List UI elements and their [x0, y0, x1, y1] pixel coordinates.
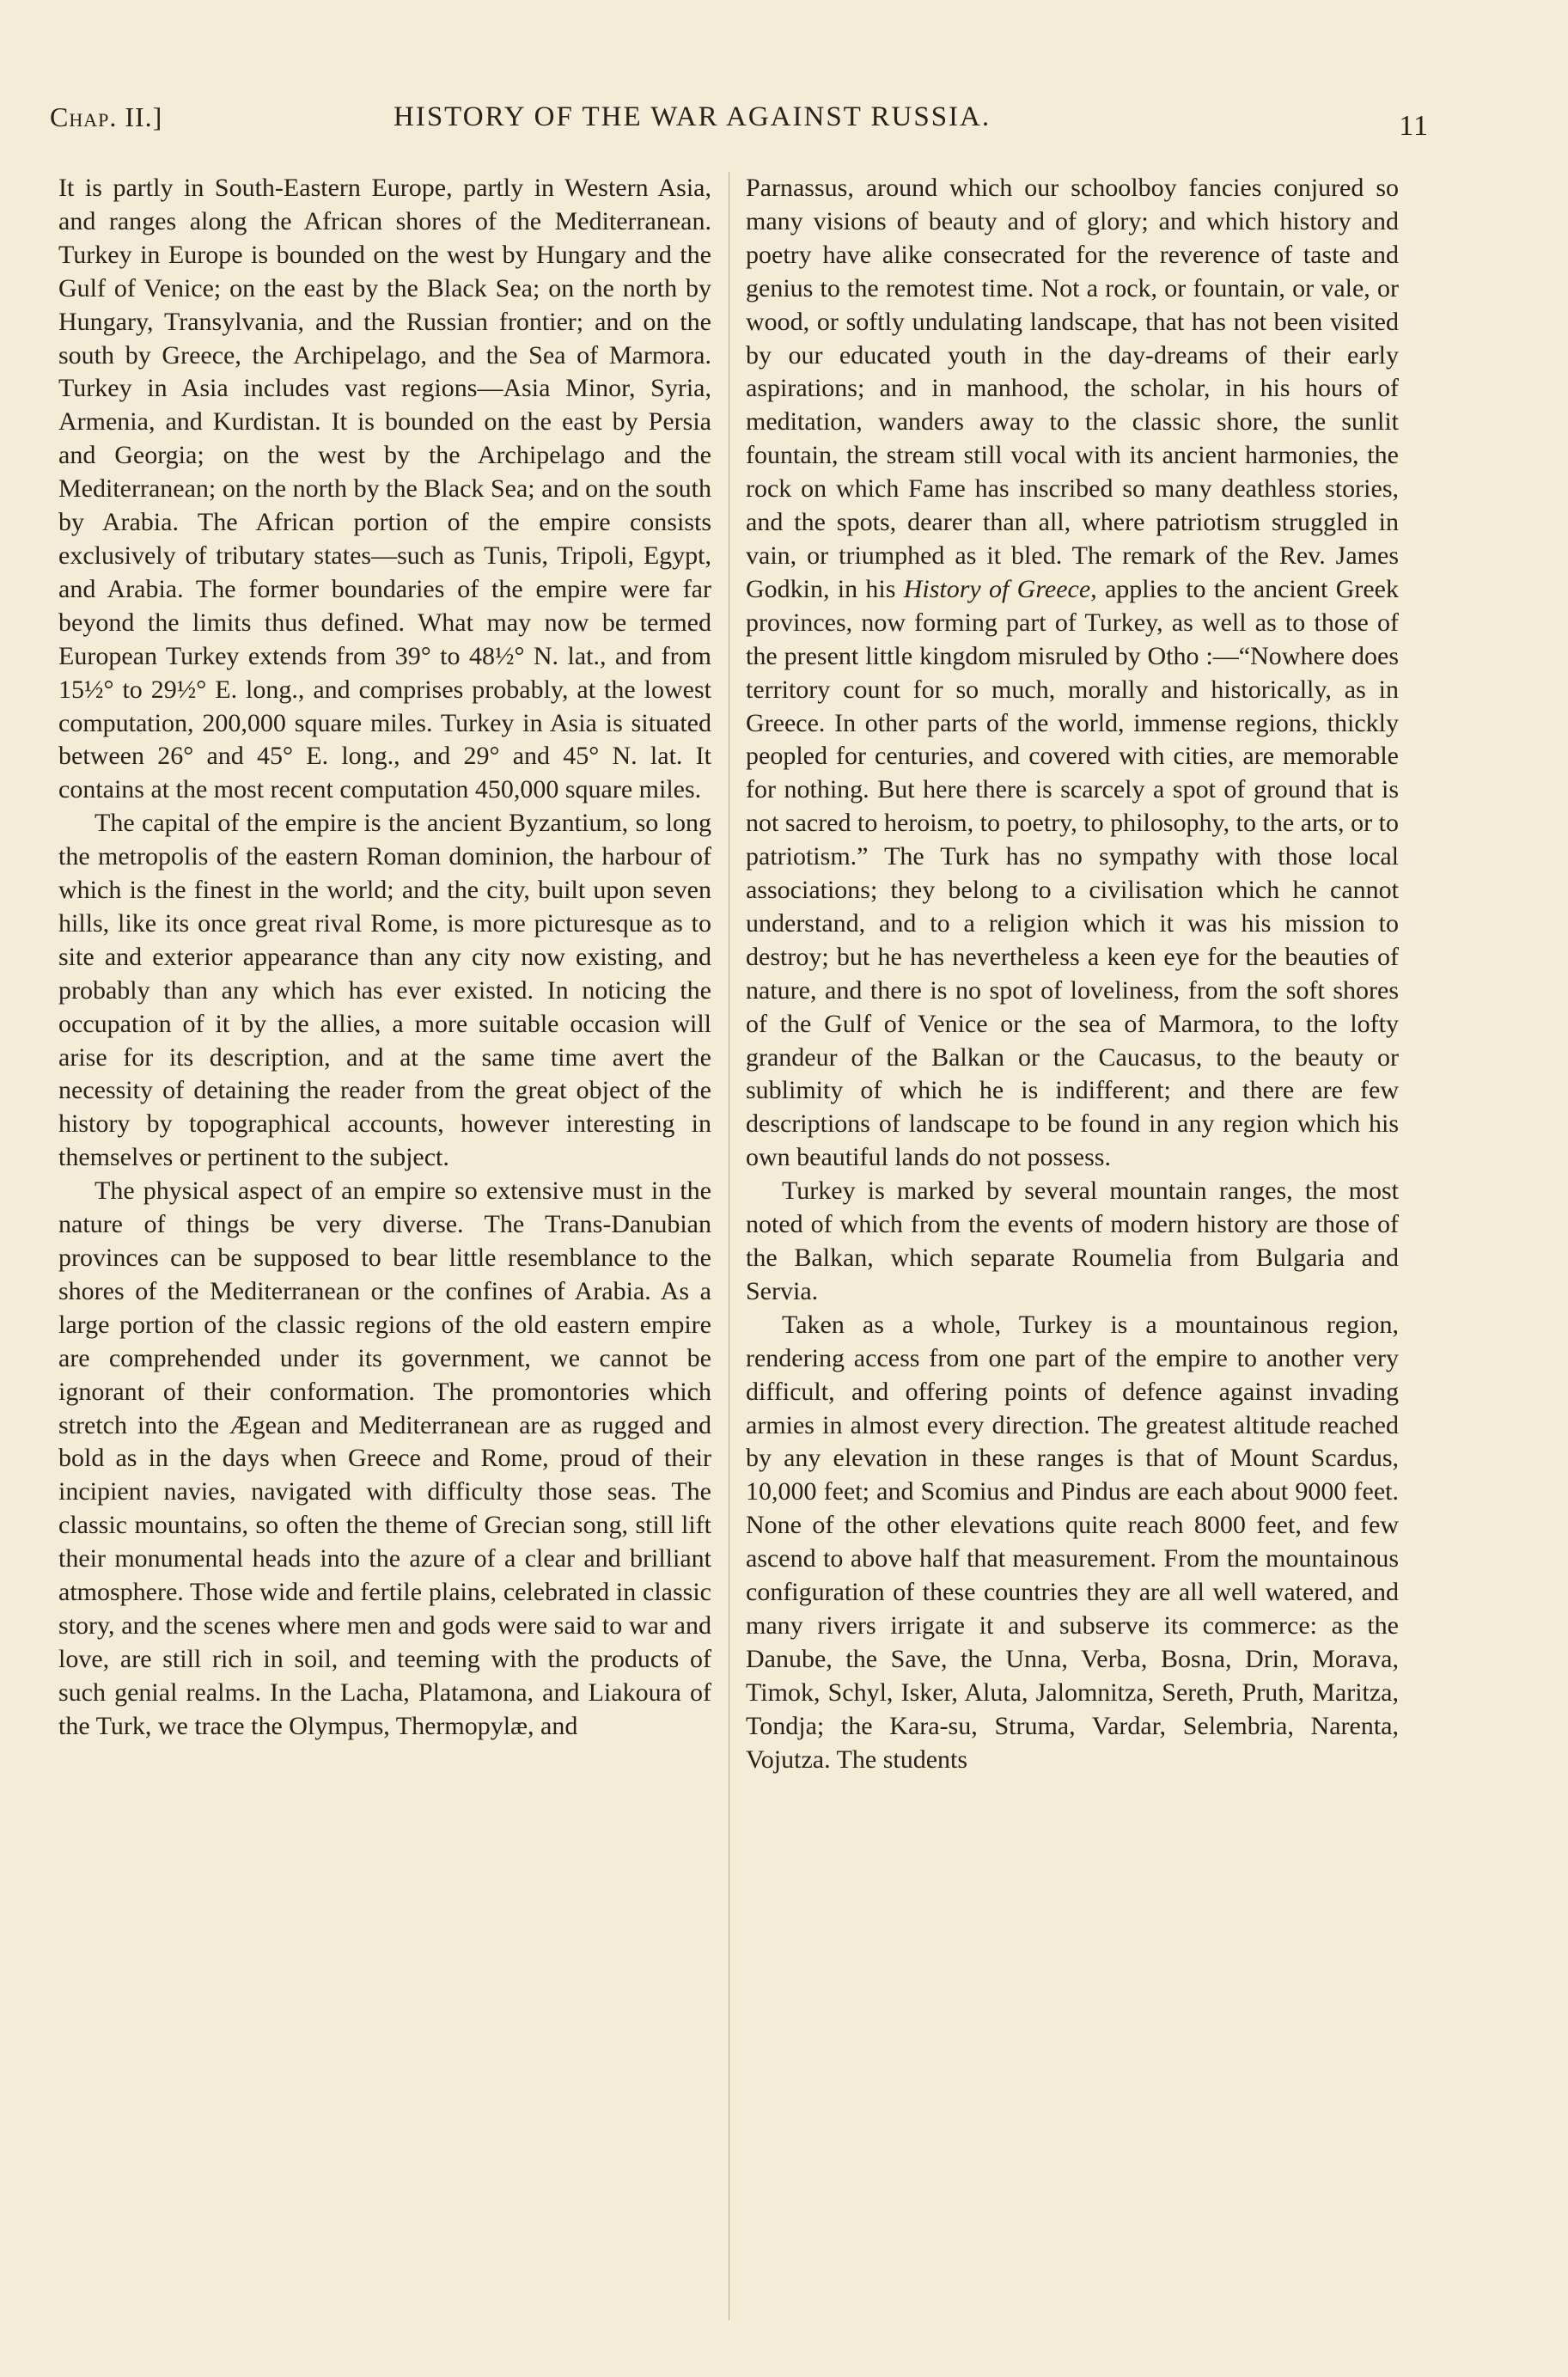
book-title: History of Greece, [903, 574, 1097, 603]
left-column [58, 172, 711, 1744]
running-title: HISTORY OF THE WAR AGAINST RUSSIA. [394, 101, 991, 132]
chapter-label: Chap. II.] [50, 101, 163, 132]
text-run: Parnassus, around which our schoolboy fancies conjured so many visions of beauty and of glory; and which history and poetry have alike consecrated for the reverence of taste and genius to the remotest time. Not a rock, or fountain, or vale, or wood, or softly undulating landscape, that has not been visited by our educated youth in the day-dreams of their early aspirations; and in manhood, the scholar, in his hours of meditation, wanders away to the classic shore, the sunlit fountain, the stream still vocal with its ancient harmonies, the rock on which Fame has inscribed so many deathless stories, and the spots, dearer than all, where patriotism struggled in vain, or triumphed as it bled. The remark of the Rev. James Godkin, in his [746, 174, 1399, 603]
paragraph: Turkey is marked by several mountain ranges, the most noted of which from the events of modern history are those of the Balkan, which separate Roumelia from Bulgaria and Servia. [746, 1176, 1399, 1305]
paragraph: The physical aspect of an empire so extensive must in the nature of things be very diverse. The Trans-Danubian provinces can be supposed to bear little resemblance to the shores of the Mediterranean or the confines of Arabia. As a large portion of the classic regions of the old eastern empire are comprehended under its government, we cannot be ignorant of their conformation. The promontories which stretch into the Ægean and Mediterranean are as rugged and bold as in the days when Greece and Rome, proud of their incipient navies, navigated with difficulty those seas. The classic mountains, so often the theme of Grecian song, still lift their monumental heads into the azure of a clear and brilliant atmosphere. Those wide and fertile plains, celebrated in classic story, and the scenes where men and gods were said to war and love, are still rich in soil, and teeming with the products of such genial realms. In the Lacha, Platamona, and Liakoura of the Turk, we trace the Olympus, Thermopylæ, and [58, 1176, 711, 1740]
right-column [746, 172, 1399, 1777]
paragraph [746, 172, 1399, 1175]
page-number: 11 [1399, 110, 1429, 142]
paragraph: It is partly in South-Eastern Europe, partly in Western Asia, and ranges along the African shores of the Mediterranean. Turkey in Europe is bounded on the west by Hungary and the Gulf of Venice; on the east by the Black Sea; on the north by Hungary, Transylvania, and the Russian frontier; and on the south by Greece, the Archipelago, and the Sea of Marmora. Turkey in Asia includes vast regions—Asia Minor, Syria, Armenia, and Kurdistan. It is bounded on the east by Persia and Georgia; on the west by the Archipelago and the Mediterranean; on the north by the Black Sea; and on the south by Arabia. The African portion of the empire consists exclusively of tributary states—such as Tunis, Tripoli, Egypt, and Arabia. The former boundaries of the empire were far beyond the limits thus defined. What may now be termed European Turkey extends from 39° to 48½° N. lat., and from 15½° to 29½° E. long., and comprises probably, at the lowest computation, 200,000 square miles. Turkey in Asia is situated between 26° and 45° E. long., and 29° and 45° N. lat. It contains at the most recent computation 450,000 square miles. [58, 174, 711, 804]
paragraph: Taken as a whole, Turkey is a mountainous region, rendering access from one part of the empire to another very difficult, and offering points of defence against invading armies in almost every direction. The greatest altitude reached by any elevation in these ranges is that of Mount Scardus, 10,000 feet; and Scomius and Pindus are each about 9000 feet. None of the other elevations quite reach 8000 feet, and few ascend to above half that measurement. From the mountainous configuration of these countries they are all well watered, and many rivers irrigate it and subserve its commerce: as the Danube, the Save, the Unna, Verba, Bosna, Drin, Morava, Timok, Schyl, Isker, Aluta, Jalomnitza, Sereth, Pruth, Maritza, Tondja; the Kara-su, Struma, Vardar, Selembria, Narenta, Vojutza. The students [746, 1310, 1399, 1774]
page-header [50, 101, 1429, 153]
paragraph: The capital of the empire is the ancient Byzantium, so long the metropolis of the eastern Roman dominion, the harbour of which is the finest in the world; and the city, built upon seven hills, like its once great rival Rome, is more picturesque as to site and exterior appearance than any city now existing, and probably than any which has ever existed. In noticing the occupation of it by the allies, a more suitable occasion will arise for its description, and at the same time avert the necessity of detaining the reader from the great object of the history by topographical accounts, however interesting in themselves or pertinent to the subject. [58, 809, 711, 1172]
text-run: applies to the ancient Greek provinces, now forming part of Turkey, as well as to those of the present little kingdom misruled by Otho :—“Nowhere does territory count for so much, morally and historically, as in Greece. In other parts of the world, immense regions, thickly peopled for centuries, and covered with cities, are memorable for nothing. But here there is scarcely a spot of ground that is not sacred to heroism, to poetry, to philosophy, to the arts, or to patriotism.” The Turk has no sympathy with those local associations; they belong to a civilisation which he cannot understand, and to a religion which it was his mission to destroy; but he has nevertheless a keen eye for the beauties of nature, and there is no spot of loveliness, from the soft shores of the Gulf of Venice or the sea of Marmora, to the lofty grandeur of the Balkan or the Caucasus, to the beauty or sublimity of which he is indifferent; and there are few descriptions of landscape to be found in any region which his own beautiful lands do not possess. [746, 574, 1399, 1172]
